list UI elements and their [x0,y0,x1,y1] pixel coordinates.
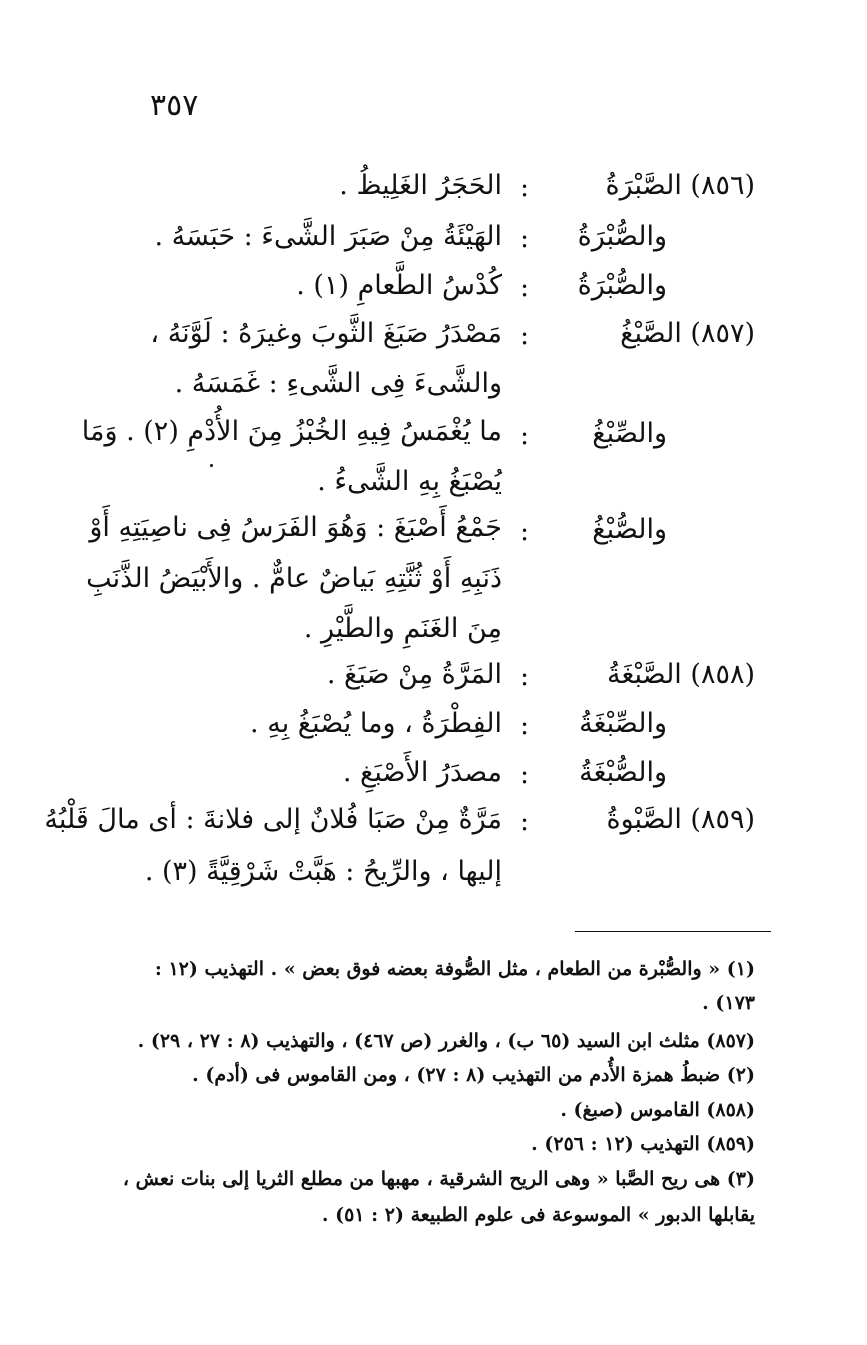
entry-definition: كُدْسُ الطَّعامِ (١) . [296,270,502,301]
entry-definition-continued: ذَنَبِهِ أَوْ ثُنَّتِهِ بَياضٌ عامٌّ . والأَبْيَضُ الذَّنَبِ [86,563,502,594]
entry-headword: (٨٥٦) الصَّبْرَةُ [605,170,755,201]
entry-headword: والصُّبْرَةُ [577,221,667,252]
entry-definition-continued: والشَّىءَ فِى الشَّىءِ : غَمَسَهُ . [174,368,502,399]
entry-colon: : [520,172,530,203]
entry-headword: (٨٥٨) الصَّبْغَةُ [607,659,755,690]
footnote-line: (٨٥٩) التهذيب (١٢ : ٢٥٦) . [531,1133,755,1155]
entry-headword: (٨٥٧) الصَّبْغُ [620,318,755,349]
entry-colon: : [520,272,530,303]
entry-colon: : [520,516,530,547]
entry-headword: والصُّبْغَةُ [579,757,667,788]
entry-headword: والصُّبْرَةُ [577,270,667,301]
entry-definition: الفِطْرَةُ ، وما يُصْبَغُ بِهِ . [250,708,502,739]
ink-speck [210,464,213,467]
footnote-line: ١٧٣) . [702,992,755,1014]
entry-definition: مَرَّةٌ مِنْ صَبَا فُلانٌ إلى فلانةَ : أى مالَ قَلْبُهُ [44,804,502,835]
entry-headword: والصُّبْغُ [592,514,667,545]
entry-definition-continued: مِنَ الغَنَمِ والطَّيْرِ . [303,613,502,644]
entry-colon: : [520,710,530,741]
footnote-line: (٣) هى ريح الصَّبا « وهى الريح الشرقية ، مهبها من مطلع الثريا إلى بنات نعش ، [122,1168,755,1190]
entry-colon: : [520,420,530,451]
footnote-line: يقابلها الدبور » الموسوعة فى علوم الطبيعة (٢ : ٥١) . [321,1204,755,1226]
footnote-line: (٨٥٨) القاموس (صبغ) . [560,1099,755,1121]
entry-headword: (٨٥٩) الصَّبْوةُ [606,804,755,835]
entry-colon: : [520,806,530,837]
entry-definition: الحَجَرُ الغَلِيظُ . [339,170,502,201]
entry-definition-continued: إليها ، والرِّيحُ : هَبَّتْ شَرْقِيَّةً (٣) . [144,856,502,887]
page-number: ٣٥٧ [150,88,199,123]
footnote-line: (١) « والصُّبْرة من الطعام ، مثل الصُّوفة بعضه فوق بعض » . التهذيب (١٢ : [154,958,755,980]
entry-headword: والصِّبْغُ [592,418,667,449]
entry-headword: والصِّبْغَةُ [579,708,667,739]
entry-colon: : [520,661,530,692]
entry-colon: : [520,320,530,351]
entry-colon: : [520,223,530,254]
footnote-line: (٢) ضبطُ همزة الأُدم من التهذيب (٨ : ٢٧) ، ومن القاموس فى (أدم) . [192,1064,755,1086]
footnote-separator [575,931,771,932]
entry-definition: مَصْدَرُ صَبَغَ الثَّوبَ وغيرَهُ : لَوَّنَهُ ، [150,318,502,349]
entry-definition-continued: يُصْبَغُ بِهِ الشَّىءُ . [317,466,502,497]
entry-definition: المَرَّةُ مِنْ صَبَغَ . [326,659,502,690]
entry-definition: جَمْعُ أَصْبَغَ : وَهُوَ الفَرَسُ فِى ناصِيَتِهِ أَوْ [89,512,502,543]
footnote-line: (٨٥٧) مثلث ابن السيد (٦٥ ب) ، والغرر (ص ٤٦٧) ، والتهذيب (٨ : ٢٧ ، ٢٩) . [137,1030,755,1052]
entry-definition: الهَيْئَةُ مِنْ صَبَرَ الشَّىءَ : حَبَسَهُ . [154,221,502,252]
entry-colon: : [520,759,530,790]
entry-definition: ما يُغْمَسُ فِيهِ الخُبْزُ مِنَ الأُدْمِ (٢) . وَمَا [81,416,502,447]
entry-definition: مصدَرُ الأَصْبَغِ . [342,757,502,788]
